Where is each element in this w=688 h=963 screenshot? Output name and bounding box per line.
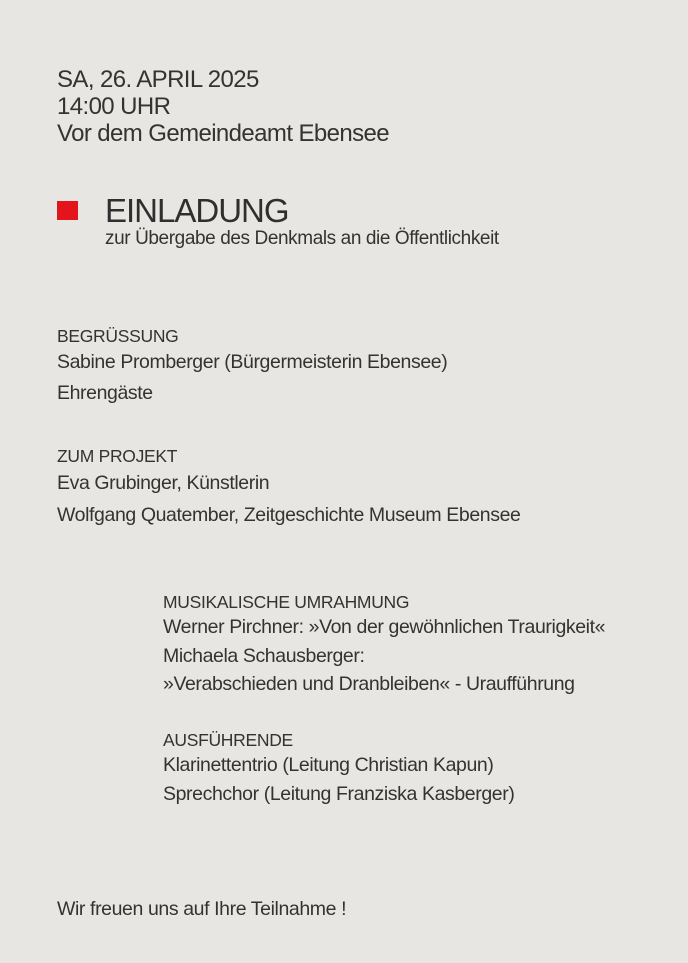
music-line: Michaela Schausberger: — [163, 644, 365, 667]
performers-line: Sprechchor (Leitung Franziska Kasberger) — [163, 782, 515, 805]
greeting-line: Sabine Promberger (Bürgermeisterin Ebensee) — [57, 351, 448, 373]
event-details — [57, 66, 389, 147]
project-section — [57, 445, 520, 531]
music-section — [163, 591, 605, 699]
music-line: Werner Pirchner: »Von der gewöhnlichen Traurigkeit« — [163, 616, 606, 638]
project-line: Eva Grubinger, Künstlerin — [57, 472, 270, 494]
greeting-section — [57, 325, 447, 409]
project-heading: ZUM PROJEKT — [57, 446, 178, 466]
music-line: »Verabschieden und Dranbleiben« - Uraufführung — [163, 673, 575, 695]
event-date: SA, 26. APRIL 2025 — [57, 66, 259, 93]
greeting-heading: BEGRÜSSUNG — [57, 326, 179, 346]
performers-section — [163, 729, 514, 808]
red-square-icon — [57, 201, 78, 220]
event-location: Vor dem Gemeindeamt Ebensee — [57, 120, 389, 147]
performers-line: Klarinettentrio (Leitung Christian Kapun) — [163, 754, 494, 776]
project-line: Wolfgang Quatember, Zeitgeschichte Museum Ebensee — [57, 504, 521, 526]
closing-text: Wir freuen uns auf Ihre Teilnahme ! — [57, 898, 347, 920]
music-heading: MUSIKALISCHE UMRAHMUNG — [163, 592, 410, 612]
invitation-title: EINLADUNG — [105, 192, 289, 229]
event-time: 14:00 UHR — [57, 93, 171, 120]
invitation-subtitle: zur Übergabe des Denkmals an die Öffentlichkeit — [105, 228, 499, 249]
greeting-line: Ehrengäste — [57, 382, 153, 404]
performers-heading: AUSFÜHRENDE — [163, 730, 293, 750]
